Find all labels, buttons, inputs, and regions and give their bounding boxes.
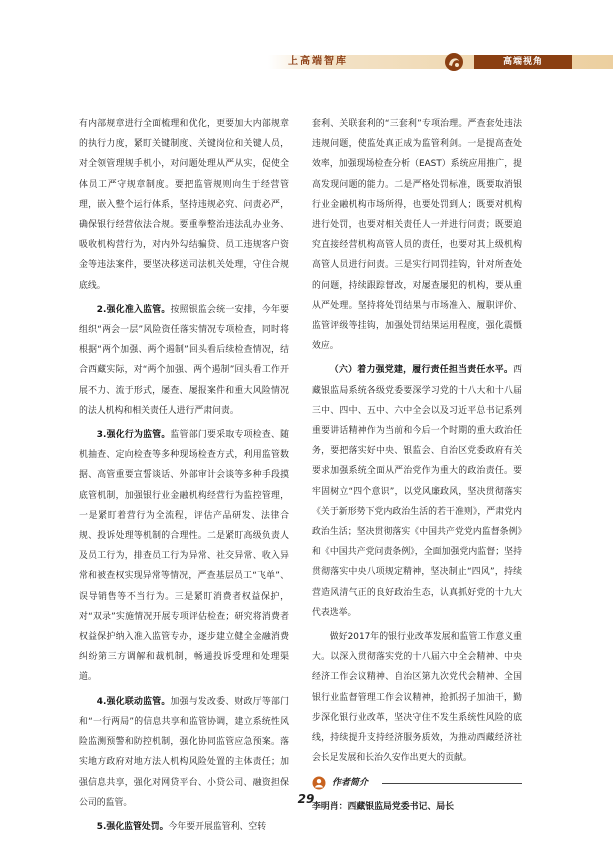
right-column <box>312 114 522 815</box>
paragraph <box>79 300 289 421</box>
paragraph <box>79 692 289 813</box>
paragraph <box>312 114 522 356</box>
page-header <box>268 52 613 72</box>
paragraph <box>79 425 289 688</box>
header-left-title: 上高端智库 <box>288 56 348 67</box>
author-text: 李明肖：西藏银监局党委书记、局长 <box>312 801 454 812</box>
header-right-title: 高端视角 <box>502 57 543 67</box>
paragraph-heading: 5.强化监管处罚。 <box>96 821 169 832</box>
paragraph-text: 套利、关联套利的“三套利”专项治理。严查套处违法违规问题，使监处真正成为监管利剑。一是提高查处效率，加强现场检查分析（EAST）系统应用推广，提高发现问题的能力。二是严格处罚标准，既要取消银行业金融机构市场所得，也要处罚到人；既要对机构进行处罚，也要对相关责任人一并进行问责；既要追究直接经营机构高管人员的责任，也要对其上级机构高管人员进行问责。三是实行同罚挂钩，针对所查处的问题，持续跟踪督改，对屡查屡犯的机构，要从重从严处理。坚持将处罚结果与市场准入、履职评价、监管评级等挂钩，加强处罚结果运用程度，强化震慑效应。 <box>312 119 522 352</box>
paragraph-text: 西藏银监局系统各级党委要深学习党的十八大和十八届三中、四中、五中、六中全会以及习近平总书记系列重要讲话精神作为当前和今后一个时期的重大政治任务，要把落实好中央、银监会、自治区党委政府有关要求加强系统全面从严治党作为重大的政治责任。要牢固树立“四个意识”，以党风廉政风，坚决贯彻落实《关于新形势下党内政治生活的若干准则》，严肃党内政治生活；坚决贯彻落实《中国共产党党内监督条例》和《中国共产党问责条例》，全面加强党内监督；坚持贯彻落实中央八项规定精神，坚决制止“四风”，持续营造风清气正的良好政治生态，认真抓好党的十九大代表选举。 <box>312 365 522 618</box>
author-heading <box>312 775 522 791</box>
paragraph-heading: 3.强化行为监管。 <box>96 430 171 441</box>
paragraph-text: 有内部规章进行全面梳理和优化，更要加大内部规章的执行力度，紧盯关键制度、关键岗位和关键人员，对全领管理规手机小，对问题处理从严从实，促使全体员工严守规章制度。要把监管规则向生于经营管理，嵌入整个运行体系，坚持违规必究、问责必严，确保银行经营依法合规。要重拳整治违法乱办业务、吸收机构营行为，对内外勾结骗贷、员工违规客户资金等违法案件，要坚决移送司法机关处理，守住合规底线。 <box>79 119 289 291</box>
page-number: 29 <box>297 792 315 806</box>
paragraph <box>79 114 289 296</box>
paragraph-heading: （六）着力强党建，履行责任担当责任水平。 <box>329 365 514 376</box>
paragraph <box>312 360 522 623</box>
author-rule <box>382 783 522 784</box>
paragraph-text: 加强与发改委、财政厅等部门和“一行两局”的信息共享和监管协调，建立系统性风险监测预警和防控机制，强化协同监管应急预案。落实地方政府对地方法人机构风险处置的主体责任；加强信息共享，强化对网贷平台、小贷公司、融资担保公司的监管。 <box>79 696 289 808</box>
paragraph-text: 做好2017年的银行业改革发展和监管工作意义重大。以深入贯彻落实党的十八届六中全会精神、中央经济工作会议精神、自治区第九次党代会精神、全国银行业监督管理工作会议精神，抢抓拐子加油干，勤步深化银行业改革，坚决守住不发生系统性风险的底线，持续提升支持经济服务质效，为推动西藏经济社会长足发展和长治久安作出更大的贡献。 <box>312 632 522 764</box>
author-block <box>312 775 522 815</box>
journal-logo-icon <box>440 52 468 72</box>
author-section-title: 作者简介 <box>332 777 369 788</box>
paragraph-text: 监管部门要采取专项检查、随机抽查、定向检查等多种现场检查方式，利用监管数据、高管重要宣誓谈话、外部审计会谈等多种手段摸底管机制，加强银行业金融机构经营行为监控管理，一是紧盯着营行为全流程，评估产品研发、法律合规、投诉处理等机制的合理性。二是紧盯高级负责人及员工行为，排查员工行为异常、社交异常、收入异常和被查权实现异常等情况，严查基层员工“飞单”、误导销售等不当行为。三是紧盯消费者权益保护，对“双录”实施情况开展专项评估检查；研究将消费者权益保护纳入准入监管专办，逐步建立健全金融消费纠纷第三方调解和裁机制，畅通投诉受理和处理渠道。 <box>79 430 289 683</box>
paragraph-text: 按照银监会统一安排，今年要组织“两会一层”风险资任落实情况专项检查，同时将根据“两个加强、两个遏制”回头看后续检查情况，结合西藏实际，对“两个加强、两个遏制”回头看工作开展不力、流于形式，屡查、屡报案件和重大风险情况的法人机构和相关责任人进行严肃问责。 <box>79 304 289 416</box>
paragraph-heading: 2.强化准入监管。 <box>96 304 171 315</box>
paragraph-text: 今年要开展监管利、空转 <box>168 821 267 832</box>
paragraph-heading: 4.强化联动监管。 <box>96 696 171 707</box>
author-marker-icon <box>312 776 326 790</box>
paragraph <box>79 817 289 837</box>
paragraph <box>312 627 522 768</box>
left-column <box>79 114 289 841</box>
